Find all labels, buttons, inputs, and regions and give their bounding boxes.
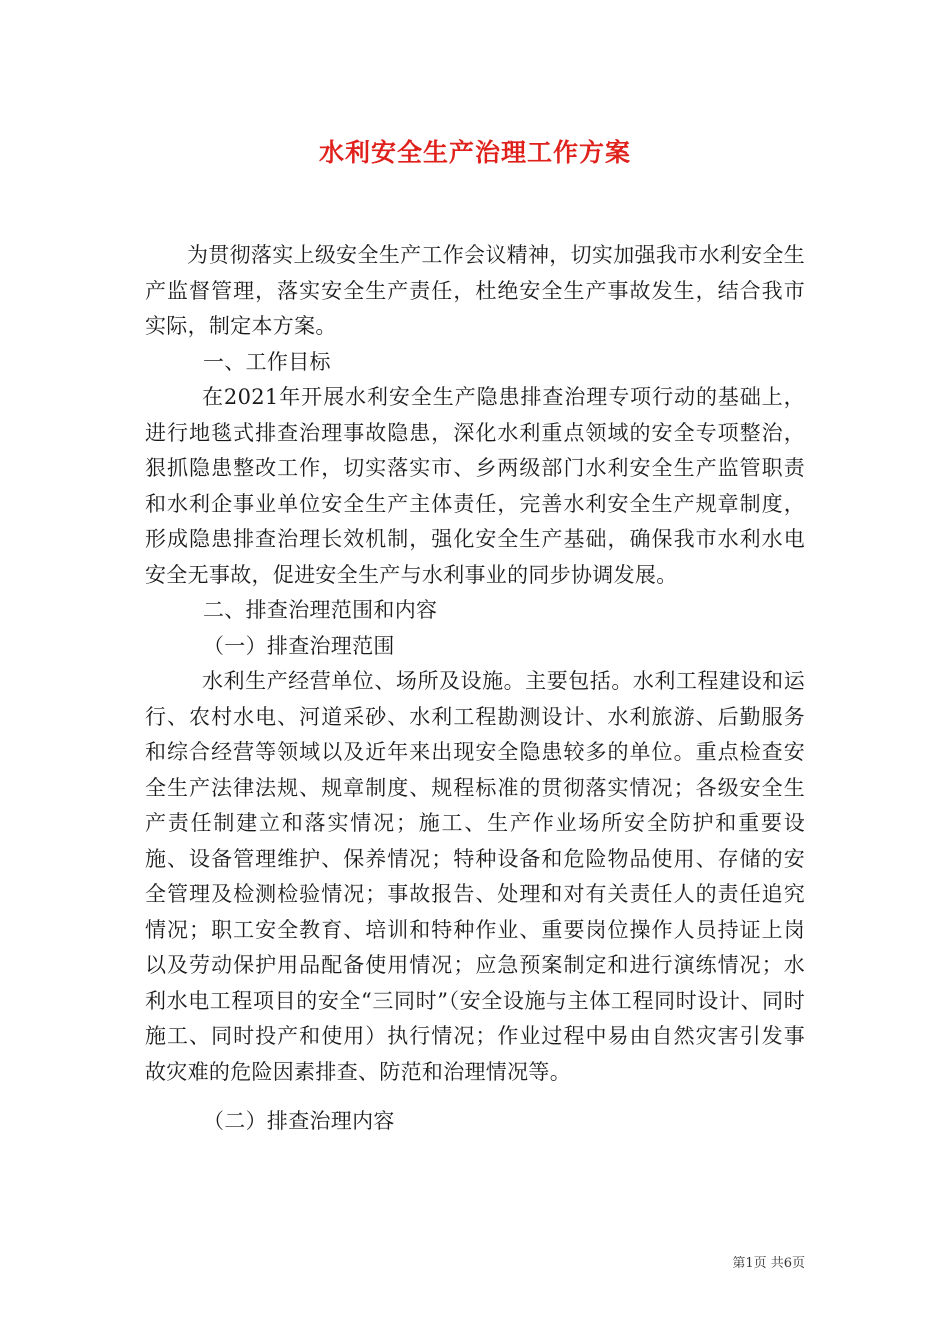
- section-heading-goals: 一、工作目标: [203, 349, 331, 374]
- scope-paragraph: 水利生产经营单位、场所及设施。主要包括。水利工程建设和运行、农村水电、河道采砂、水利工程勘测设计、水利旅游、后勤服务和综合经营等领域以及近年来出现安全隐患较多的单位。重点检查安全生产法律法规、规章制度、规程标准的贯彻落实情况；各级安全生产责任制建立和落实情况；施工、生产作业场所安全防护和重要设施、设备管理维护、保养情况；特种设备和危险物品使用、存储的安全管理及检测检验情况；事故报告、处理和对有关责任人的责任追究情况；职工安全教育、培训和特种作业、重要岗位操作人员持证上岗以及劳动保护用品配备使用情况；应急预案制定和进行演练情况；水利水电工程项目的安全“三同时”（安全设施与主体工程同时设计、同时施工、同时投产和使用）执行情况；作业过程中易由自然灾害引发事故灾难的危险因素排查、防范和治理情况等。: [145, 669, 805, 1084]
- subsection-heading-content: （二）排查治理内容: [203, 1109, 395, 1133]
- subsection-heading-scope: （一）排查治理范围: [203, 633, 395, 658]
- intro-paragraph: 为贯彻落实上级安全生产工作会议精神，切实加强我市水利安全生产监督管理，落实安全生产责任，杜绝安全生产事故发生，结合我市实际，制定本方案。: [145, 243, 805, 338]
- document-body: [145, 238, 805, 1140]
- page-number: 第1页 共6页: [732, 1256, 805, 1271]
- document-title: 水利安全生产治理工作方案: [318, 138, 631, 167]
- section-heading-scope-content: 二、排查治理范围和内容: [203, 598, 438, 622]
- goal-paragraph: 在2021年开展水利安全生产隐患排查治理专项行动的基础上，进行地毯式排查治理事故隐患，深化水利重点领域的安全专项整治，狠抓隐患整改工作，切实落实市、乡两级部门水利安全生产监管职责和水利企事业单位安全生产主体责任，完善水利安全生产规章制度，形成隐患排查治理长效机制，强化安全生产基础，确保我市水利水电安全无事故，促进安全生产与水利事业的同步协调发展。: [145, 385, 805, 587]
